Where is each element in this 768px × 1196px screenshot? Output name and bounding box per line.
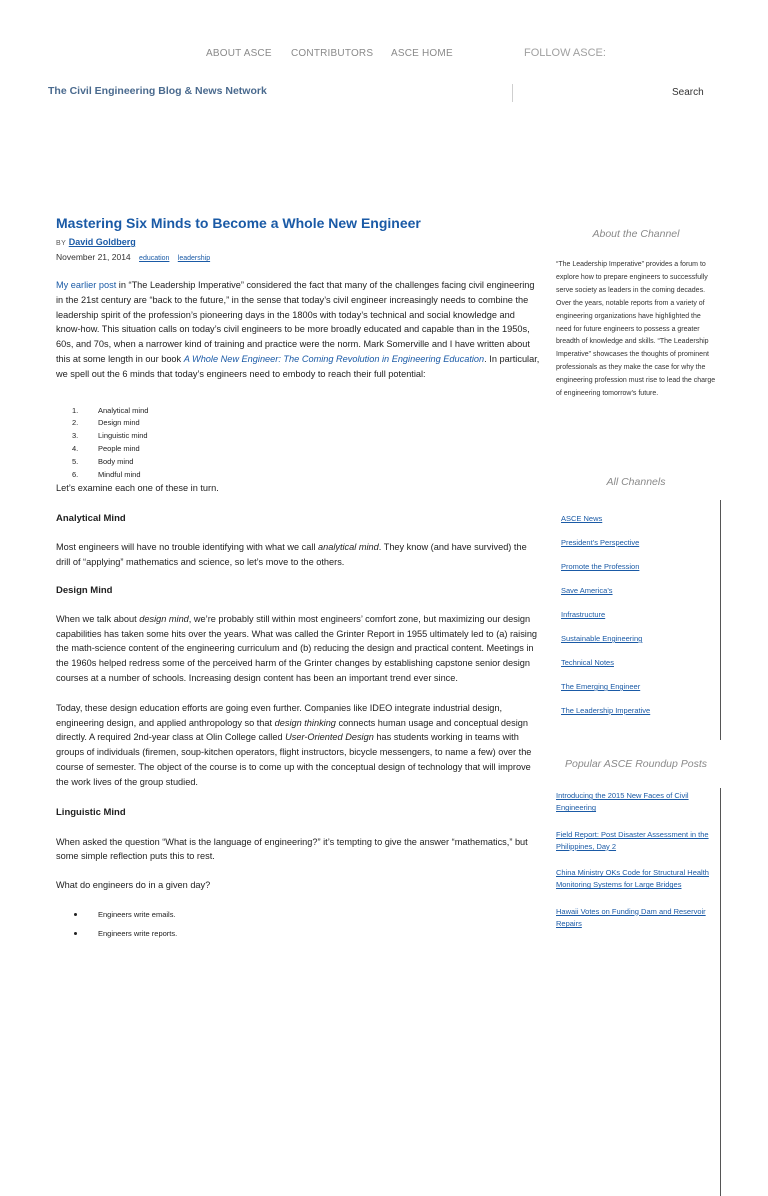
- list-item: Engineers write reports.: [56, 928, 540, 940]
- channel-link-asce-news[interactable]: ASCE News: [561, 514, 603, 523]
- text: , we’re probably still within most engineers’ comfort zone, but maximizing our design capabilities has taken some hits over the years. What was called the Grinter Report in 1955 ultimately led to (a) raising the math-science content of the engineering curriculum and (b) reducing the design and practical content. Meetings in the 1960s helped redress some of the perceived harm of the Grinter changes by establishing capstone senior design courses at a number of schools. Increasing design content has been an important trend ever since.: [56, 613, 538, 683]
- linguistic-paragraph-1: When asked the question “What is the language of engineering?” it’s tempting to give the answer “mathematics,” but some simple reflection puts this to rest.: [56, 836, 528, 862]
- channel-link-technical-notes[interactable]: Technical Notes: [561, 658, 614, 667]
- channel-item: [561, 562, 650, 586]
- list-item: [56, 469, 540, 482]
- about-channel-text: “The Leadership Imperative” provides a forum to explore how to prepare engineers to successfully serve society as leaders in the coming decades. Over the years, notable reports from a variety of engineering organizations have highlighted the need for future engineers to possess a greater breadth of knowledge and skills. “The Leadership Imperative” showcases the thoughts of prominent professionals as they make the case for why the engineering profession must rise to lead the charge of engineering tomorrow’s future.: [556, 261, 716, 398]
- article: [56, 214, 540, 947]
- heading-linguistic-mind: Linguistic Mind: [56, 806, 126, 818]
- book-link[interactable]: A Whole New Engineer: The Coming Revolution in Engineering Education: [183, 353, 485, 364]
- emphasis: design mind: [139, 613, 189, 624]
- intro-text: in “The Leadership Imperative” considered the fact that many of the challenges facing civil engineering in the 21st century are “back to the future,” in the sense that today’s civil engineer increasingly needs to combine the leadership spirit of the profession’s pioneering days in the 1800s with today’s technical and social knowledge and know-how. This situation calls on today’s civil engineers to be more broadly educated and capable than in the 1950s, 60s, and 70s, when a narrower kind of training and practice were the norm. Mark Somerville and I have written about this at some length in our book: [56, 280, 535, 364]
- channel-link-promote-the-profession[interactable]: Promote the Profession: [561, 562, 640, 571]
- post-meta: [56, 250, 540, 266]
- nav-link-contributors[interactable]: CONTRIBUTORS: [291, 48, 374, 59]
- channel-link-leadership-imperative[interactable]: The Leadership Imperative: [561, 706, 651, 715]
- emphasis: analytical mind: [317, 542, 379, 553]
- list-item: [56, 417, 540, 430]
- by-label: BY: [56, 240, 67, 247]
- popular-post-link[interactable]: Field Report: Post Disaster Assessment in the Philippines, Day 2: [556, 829, 709, 851]
- sidebar: [556, 228, 716, 929]
- list-number: 5.: [72, 456, 79, 466]
- tag-link-education[interactable]: education: [139, 255, 170, 262]
- linguistic-paragraph-2: What do engineers do in a given day?: [56, 880, 211, 891]
- post-date: November 21, 2014: [56, 252, 131, 262]
- analytical-paragraph: [56, 540, 540, 570]
- popular-post-item: [556, 790, 711, 815]
- list-number: 1.: [72, 405, 79, 415]
- channel-item: [561, 634, 650, 658]
- tag-link-leadership[interactable]: leadership: [177, 255, 211, 262]
- popular-post-link[interactable]: Hawaii Votes on Funding Dam and Reservoir Repairs: [556, 906, 706, 929]
- text: When we talk about: [56, 613, 140, 624]
- heading-analytical-mind: Analytical Mind: [56, 513, 126, 525]
- popular-post-item: [556, 906, 711, 931]
- list-item-label: Body mind: [98, 456, 134, 466]
- about-channel-heading: About the Channel: [592, 228, 680, 240]
- channel-item: [561, 682, 650, 706]
- text: has students working in teams with groups of individuals (firemen, soup-kitchen operators, flight instructors, bicycle messengers, to name a few) over the course of semester. The object of the course is to come up with the conceptual design of technology that will improve the work lives of the group studied.: [56, 732, 532, 787]
- list-item-label: Analytical mind: [98, 405, 149, 415]
- heading-design-mind: Design Mind: [56, 584, 113, 596]
- channel-item: [561, 538, 650, 562]
- byline: [56, 236, 540, 250]
- channel-item: [561, 658, 650, 682]
- popular-post-link[interactable]: China Ministry OKs Code for Structural Health Monitoring Systems for Large Bridges: [556, 868, 709, 890]
- header-divider: [512, 84, 513, 102]
- nav-link-asce-home[interactable]: ASCE HOME: [391, 48, 453, 59]
- list-number: 3.: [72, 431, 79, 441]
- search-button[interactable]: Search: [672, 87, 704, 98]
- list-item: [56, 430, 540, 443]
- list-item-label: People mind: [98, 443, 140, 453]
- list-item: Engineers write emails.: [56, 909, 540, 921]
- channel-item: [561, 610, 650, 634]
- intro-paragraph: [56, 278, 540, 382]
- list-item-label: Mindful mind: [98, 469, 141, 479]
- design-paragraph-2: [56, 701, 540, 790]
- all-channels-heading: All Channels: [606, 476, 666, 488]
- text: Most engineers will have no trouble identifying with what we call: [56, 542, 318, 553]
- popular-post-item: [556, 829, 711, 854]
- site-tagline[interactable]: The Civil Engineering Blog & News Network: [48, 85, 267, 97]
- engineer-tasks-list: [56, 909, 540, 940]
- channel-item: [561, 706, 650, 730]
- channel-link-sustainable-engineering[interactable]: Sustainable Engineering: [561, 634, 643, 643]
- emphasis: User-Oriented Design: [285, 732, 374, 743]
- list-number: 6.: [72, 469, 79, 479]
- popular-posts-heading: Popular ASCE Roundup Posts: [564, 758, 708, 770]
- channels-list: [561, 514, 650, 730]
- popular-divider: [720, 788, 721, 1196]
- top-navigation: [0, 48, 768, 62]
- list-item: [56, 405, 540, 418]
- channel-link-emerging-engineer[interactable]: The Emerging Engineer: [561, 682, 641, 691]
- list-item-label: Linguistic mind: [98, 431, 148, 441]
- channel-link-save-americas[interactable]: Save America’s: [561, 586, 613, 595]
- emphasis: design thinking: [274, 717, 336, 728]
- list-item: [56, 443, 540, 456]
- post-title[interactable]: Mastering Six Minds to Become a Whole New Engineer: [56, 215, 421, 231]
- channel-item: [561, 586, 650, 610]
- channel-link-presidents-perspective[interactable]: President’s Perspective: [561, 538, 640, 547]
- list-number: 2.: [72, 418, 79, 428]
- list-number: 4.: [72, 443, 79, 453]
- text: Today, these design education efforts are going even further. Companies like IDEO integrate industrial design, engineering design, and applied anthropology so that: [56, 702, 503, 728]
- design-paragraph-1: [56, 612, 540, 686]
- channel-link-infrastructure[interactable]: Infrastructure: [561, 610, 606, 619]
- intro-text-end: . In particular, we spell out the 6 minds that today’s engineers need to embody to reach their full potential:: [56, 353, 540, 379]
- text: connects human usage and conceptual design directly. A required 2nd-year class at Olin College called: [56, 717, 528, 743]
- text: . They know (and have survived) the drill of “applying” mathematics and science, so let’s move to the others.: [56, 542, 527, 567]
- channels-divider: [720, 500, 721, 740]
- popular-post-link[interactable]: Introducing the 2015 New Faces of Civil Engineering: [556, 791, 689, 813]
- author-link[interactable]: David Goldberg: [68, 237, 136, 247]
- earlier-post-link[interactable]: My earlier post: [56, 280, 117, 290]
- examine-paragraph: Let’s examine each one of these in turn.: [56, 483, 219, 494]
- follow-asce-label: FOLLOW ASCE:: [524, 47, 606, 59]
- nav-link-about-asce[interactable]: ABOUT ASCE: [206, 48, 272, 59]
- list-item: [56, 456, 540, 469]
- popular-post-item: [556, 867, 711, 892]
- channel-item: [561, 514, 650, 538]
- list-item-label: Design mind: [98, 418, 140, 428]
- popular-posts-list: [556, 790, 711, 944]
- six-minds-list: [56, 405, 540, 482]
